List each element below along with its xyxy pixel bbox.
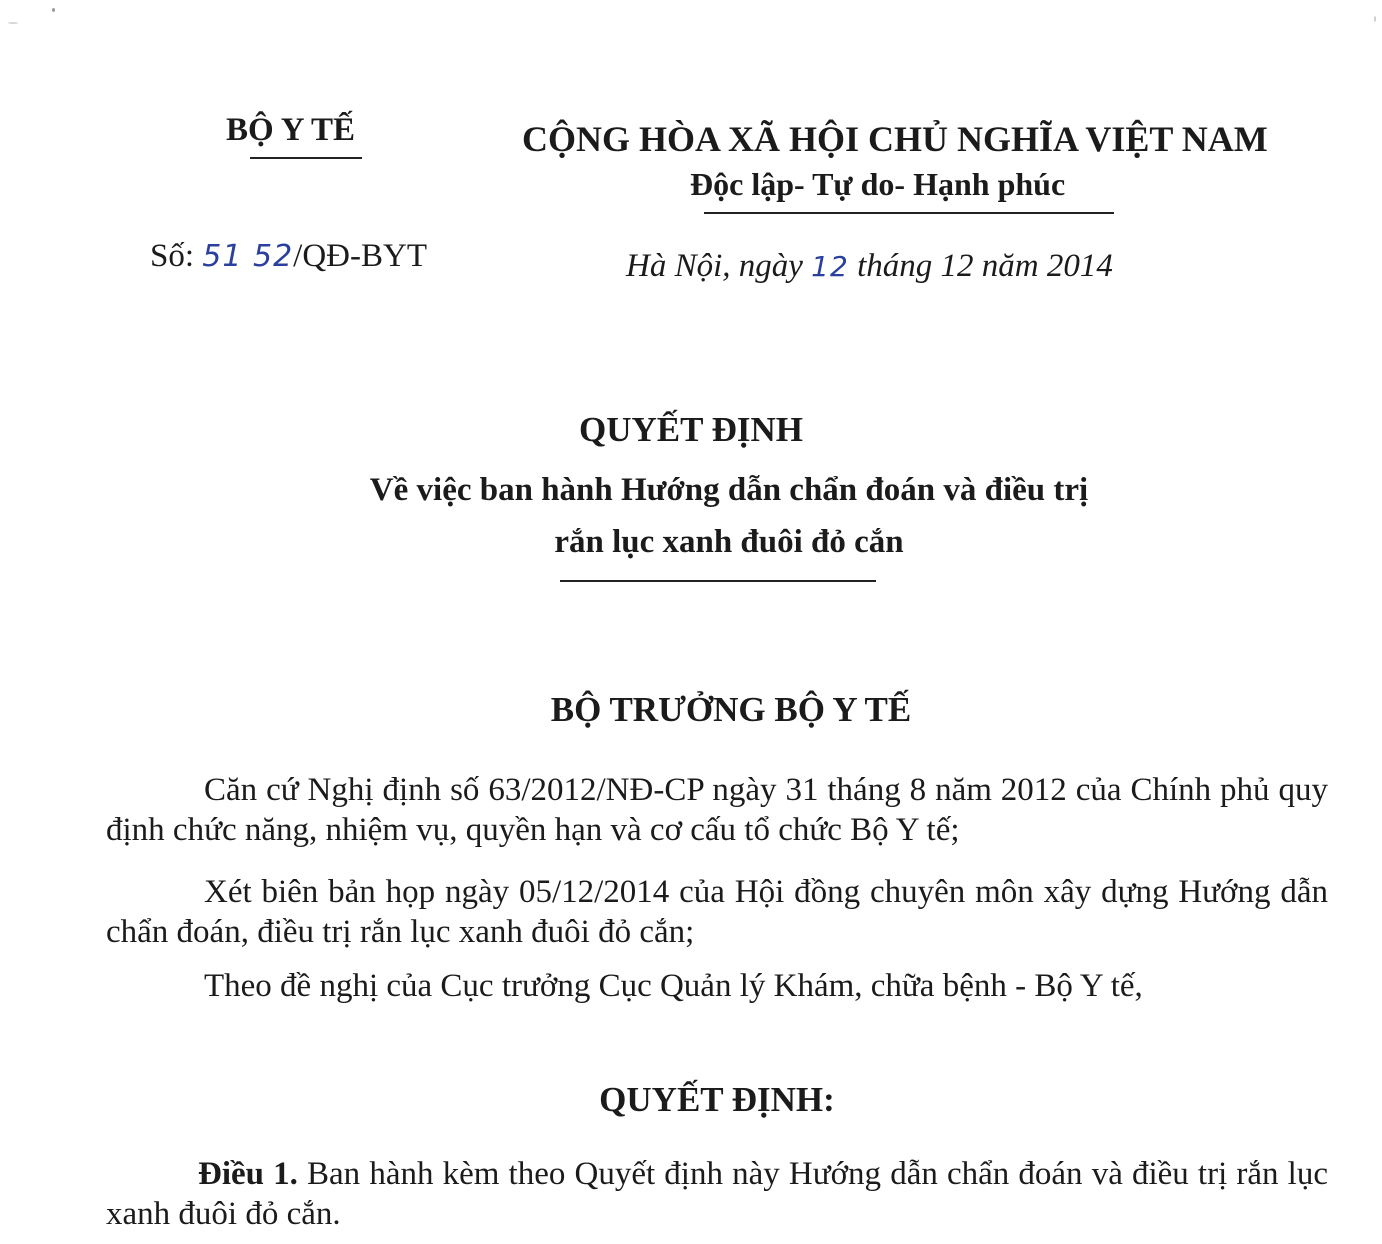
scan-speck — [1374, 16, 1376, 22]
document-number — [150, 238, 427, 275]
subject-line-1: Về việc ban hành Hướng dẫn chẩn đoán và điều trị — [369, 472, 1089, 508]
date-suffix: tháng 12 năm 2014 — [848, 248, 1113, 284]
document-number-suffix: /QĐ-BYT — [293, 238, 427, 274]
national-motto: Độc lập- Tự do- Hạnh phúc — [690, 166, 1066, 202]
agency-underline — [250, 157, 362, 159]
scan-speck — [52, 8, 55, 12]
issuing-authority: BỘ TRƯỞNG BỘ Y TẾ — [550, 690, 912, 729]
article-1-paragraph — [106, 1154, 1328, 1234]
preamble-paragraph-2: Xét biên bản họp ngày 05/12/2014 của Hội đồng chuyên môn xây dựng Hướng dẫn chẩn đoán, điều trị rắn lục xanh đuôi đỏ cắn; — [106, 874, 1328, 950]
issuing-agency: BỘ Y TẾ — [226, 112, 355, 148]
scan-speck — [8, 22, 18, 24]
subject-line-2: rắn lục xanh đuôi đỏ cắn — [554, 524, 904, 560]
article-1-text: Ban hành kèm theo Quyết định này Hướng dẫn chẩn đoán và điều trị rắn lục xanh đuôi đỏ cắn. — [106, 1156, 1328, 1232]
document-number-handwritten: 51 52 — [202, 239, 294, 274]
article-1-label: Điều 1. — [198, 1156, 298, 1192]
motto-underline — [704, 212, 1114, 214]
document-number-prefix: Số: — [150, 238, 203, 274]
date-prefix: Hà Nội, ngày — [626, 248, 812, 284]
document-type-heading: QUYẾT ĐỊNH — [579, 410, 803, 449]
national-title: CỘNG HÒA XÃ HỘI CHỦ NGHĨA VIỆT NAM — [522, 119, 1268, 159]
decision-heading: QUYẾT ĐỊNH: — [599, 1080, 835, 1119]
place-and-date — [626, 248, 1113, 285]
preamble-paragraph-3: Theo đề nghị của Cục trưởng Cục Quản lý Khám, chữa bệnh - Bộ Y tế, — [204, 968, 1143, 1004]
date-day-handwritten: 12 — [811, 250, 849, 283]
subject-underline — [560, 580, 876, 582]
preamble-paragraph-1: Căn cứ Nghị định số 63/2012/NĐ-CP ngày 31 tháng 8 năm 2012 của Chính phủ quy định chức năng, nhiệm vụ, quyền hạn và cơ cấu tổ chức Bộ Y tế; — [106, 772, 1328, 848]
